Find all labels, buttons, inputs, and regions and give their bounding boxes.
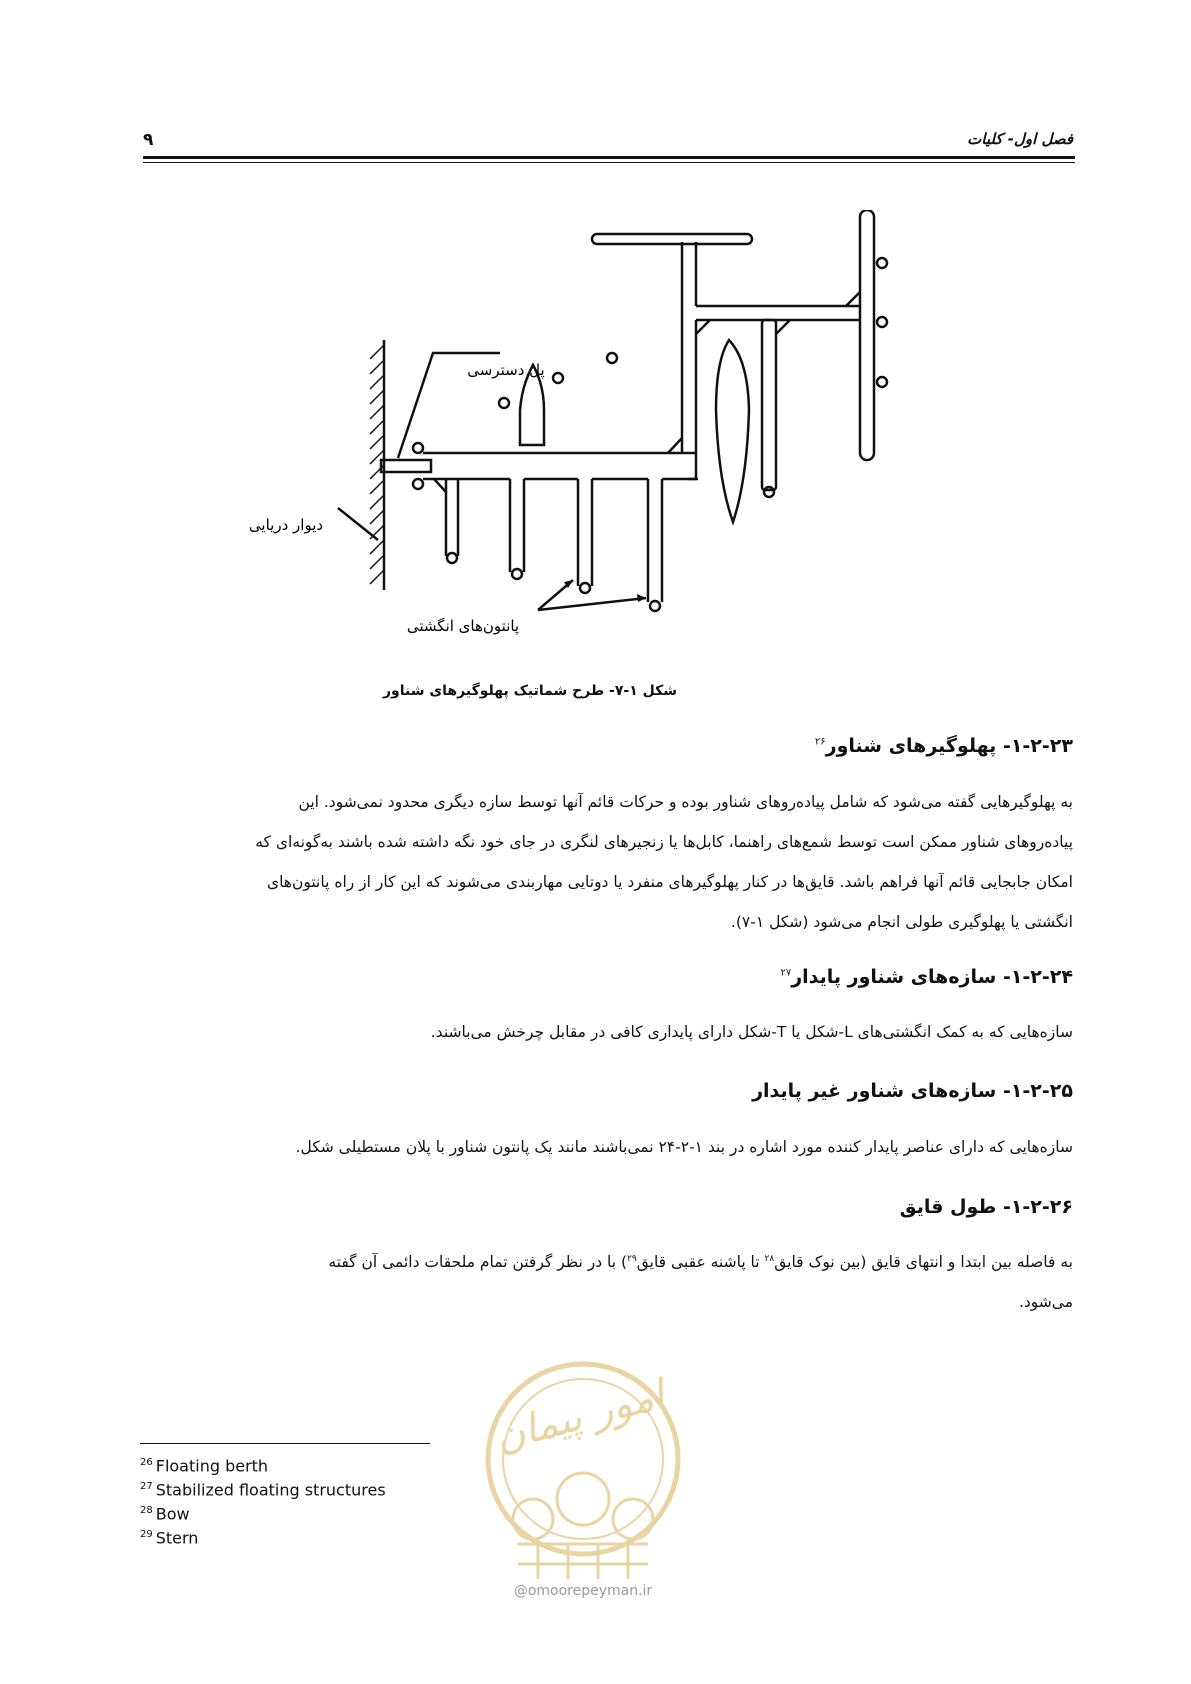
label-finger-pontoons: پانتون‌های انگشتی xyxy=(406,617,520,635)
section-title: پهلوگیرهای شناور xyxy=(825,735,997,757)
footnote-number: 27 xyxy=(140,1481,153,1492)
paragraph-line: پیاده‌روهای شناور ممکن است توسط شمع‌های راهنما، کابل‌ها یا زنجیرهای لنگری در جای خود نگه داشته شده باشند به‌گونه‌ای که xyxy=(255,833,1073,851)
section-number: ۱-۲-۲۳- xyxy=(1002,735,1073,757)
page-number: ۹ xyxy=(143,130,154,150)
section-heading-26 xyxy=(900,1196,1073,1218)
watermark-logo xyxy=(478,1349,688,1609)
footnote-ref: ۲۸ xyxy=(764,1253,775,1264)
section-title: سازه‌های شناور پایدار xyxy=(791,966,997,988)
watermark-logo-text: امور پیمان xyxy=(490,1371,670,1462)
paragraph-line: می‌شود. xyxy=(1018,1293,1073,1311)
footnote-rule xyxy=(140,1443,430,1444)
footnote-29 xyxy=(140,1524,198,1549)
paragraph-line: به پهلوگیرهایی گفته می‌شود که شامل پیاده‌روهای شناور بوده و حرکات قائم آنها توسط سازه دیگری محدود نمی‌شود. این xyxy=(298,793,1073,811)
footnote-ref: ۲۶ xyxy=(814,736,826,748)
paragraph-line: سازه‌هایی که به کمک انگشتی‌های L-شکل یا T-شکل دارای پایداری کافی در مقابل چرخش می‌باشند. xyxy=(430,1023,1073,1041)
footnote-text: Stabilized floating structures xyxy=(155,1480,386,1500)
paragraph-floating-berth xyxy=(140,782,1073,942)
paragraph-stabilized xyxy=(140,1012,1073,1052)
footnote-26 xyxy=(140,1452,268,1477)
label-sea-wall: دیوار دریایی xyxy=(248,516,324,534)
text-run: به فاصله بین ابتدا و انتهای قایق (بین نوک قایق xyxy=(774,1253,1073,1271)
footnote-text: Stern xyxy=(155,1528,199,1548)
paragraph-boat-length xyxy=(140,1242,1073,1322)
footnote-number: 26 xyxy=(140,1457,153,1468)
footnote-text: Bow xyxy=(155,1504,190,1524)
label-access-bridge: پل دسترسی xyxy=(467,361,545,379)
header-rule-thin xyxy=(143,162,1075,163)
header-rule-thick xyxy=(143,156,1075,159)
section-number: ۱-۲-۲۴- xyxy=(1002,966,1073,988)
section-number: ۱-۲-۲۵- xyxy=(1002,1080,1073,1102)
chapter-title: فصل اول- کلیات xyxy=(967,130,1073,148)
section-heading-24 xyxy=(780,966,1073,988)
text-run: تا پاشنه عقبی قایق xyxy=(636,1253,765,1271)
footnote-28 xyxy=(140,1500,190,1525)
paragraph-line: امکان جابجایی قائم آنها فراهم باشد. قایق‌ها در کنار پهلوگیرهای منفرد یا دوتایی مهاربندی می‌شوند که این کار از راه پانتون‌های xyxy=(266,873,1073,891)
section-title: طول قایق xyxy=(899,1196,997,1218)
footnote-27 xyxy=(140,1476,386,1501)
section-heading-23 xyxy=(815,735,1073,757)
paragraph-line: انگشتی یا پهلوگیری طولی انجام می‌شود (شکل ۱-۷). xyxy=(730,913,1073,931)
footnote-ref: ۲۷ xyxy=(780,967,792,979)
footnote-ref: ۲۹ xyxy=(627,1253,637,1264)
section-heading-25 xyxy=(752,1080,1073,1102)
floating-berth-schematic xyxy=(248,210,968,690)
footnote-number: 28 xyxy=(140,1505,153,1516)
paragraph-unstabilized xyxy=(140,1127,1073,1167)
paragraph-line: سازه‌هایی که دارای عناصر پایدار کننده مورد اشاره در بند ۱-۲-۲۴ نمی‌باشند مانند یک پانتون شناور با پلان مستطیلی شکل. xyxy=(295,1138,1073,1156)
section-title: سازه‌های شناور غیر پایدار xyxy=(752,1080,997,1102)
footnote-text: Floating berth xyxy=(155,1456,269,1476)
footnote-number: 29 xyxy=(140,1529,153,1540)
text-run: ) با در نظر گرفتن تمام ملحقات دائمی آن گفته xyxy=(328,1253,628,1271)
watermark-url: @omoorepeyman.ir xyxy=(513,1583,653,1599)
paragraph-line xyxy=(140,1242,1073,1282)
figure-caption: شکل ۱-۷- طرح شماتیک پهلوگیرهای شناور xyxy=(382,683,678,699)
section-number: ۱-۲-۲۶- xyxy=(1002,1196,1073,1218)
